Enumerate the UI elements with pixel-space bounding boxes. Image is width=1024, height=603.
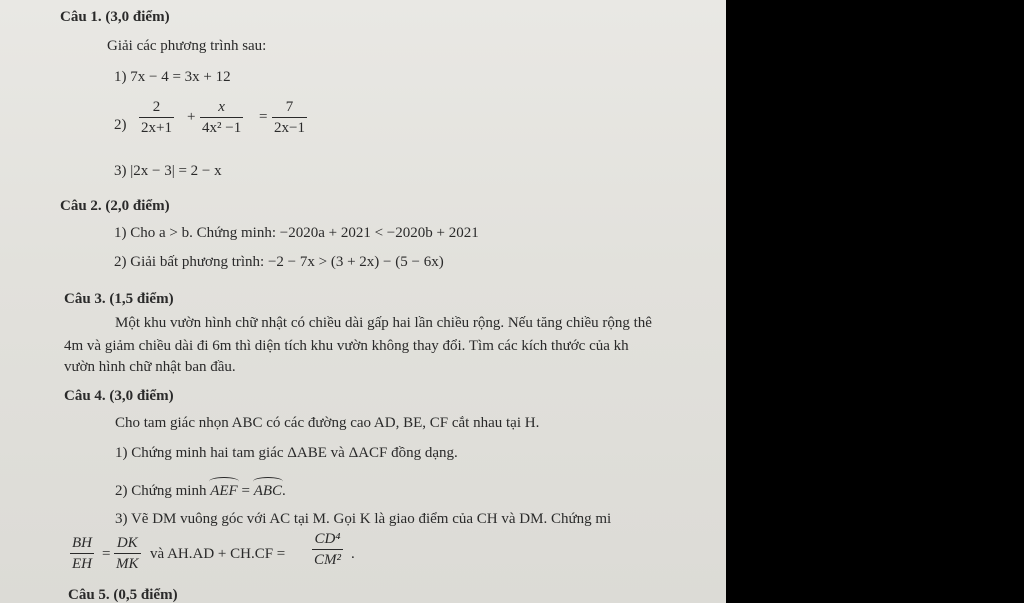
ratio-cd-cm: CD⁴ CM² (314, 531, 341, 568)
question-4-title: Câu 4. (3,0 điểm) (64, 388, 174, 404)
equation-2-fraction-3: 7 2x−1 (274, 99, 305, 136)
question-5-title: Câu 5. (0,5 điểm) (68, 587, 178, 603)
question-2-part-2: 2) Giải bất phương trình: −2 − 7x > (3 + 2x) − (5 − 6x) (114, 254, 444, 270)
question-1-intro: Giải các phương trình sau: (107, 38, 267, 54)
equation-2-fraction-2: x 4x² −1 (202, 99, 242, 136)
question-3-title: Câu 3. (1,5 điểm) (64, 291, 174, 307)
final-period: . (351, 546, 355, 562)
equation-2-label: 2) (114, 117, 127, 133)
equation-3: 3) |2x − 3| = 2 − x (114, 163, 222, 179)
angle-aef: AEF (210, 483, 238, 499)
equation-2-plus: + (187, 109, 196, 125)
equation-2-fraction-1: 2 2x+1 (141, 99, 172, 136)
question-4-part-1: 1) Chứng minh hai tam giác ΔABE và ΔACF đồng dạng. (115, 445, 458, 461)
question-1-title: Câu 1. (3,0 điểm) (60, 9, 170, 25)
question-4-intro: Cho tam giác nhọn ABC có các đường cao AD, BE, CF cắt nhau tại H. (115, 415, 540, 431)
question-4-part-3: 3) Vẽ DM vuông góc với AC tại M. Gọi K là giao điểm của CH và DM. Chứng mi (115, 511, 612, 527)
angle-abc: ABC (253, 483, 283, 499)
product-equation: và AH.AD + CH.CF = (150, 546, 286, 562)
question-2-part-1: 1) Cho a > b. Chứng minh: −2020a + 2021 < −2020b + 2021 (114, 225, 479, 241)
question-3-line-1: Một khu vườn hình chữ nhật có chiều dài gấp hai lần chiều rộng. Nếu tăng chiều rộng thê (115, 315, 652, 331)
question-2-title: Câu 2. (2,0 điểm) (60, 198, 170, 214)
equation-2-equals: = (259, 109, 268, 125)
question-3-line-3: vườn hình chữ nhật ban đầu. (64, 359, 236, 375)
equation-1: 1) 7x − 4 = 3x + 12 (114, 69, 231, 85)
ratio-bh-eh: BH EH (72, 535, 92, 572)
ratio-equals: = (102, 546, 111, 562)
question-4-part-2: 2) Chứng minh AEF = ABC. (115, 483, 286, 499)
ratio-dk-mk: DK MK (116, 535, 139, 572)
black-margin (726, 0, 1024, 603)
question-3-line-2: 4m và giảm chiều dài đi 6m thì diện tích khu vườn không thay đổi. Tìm các kích thước của kh (64, 338, 629, 354)
